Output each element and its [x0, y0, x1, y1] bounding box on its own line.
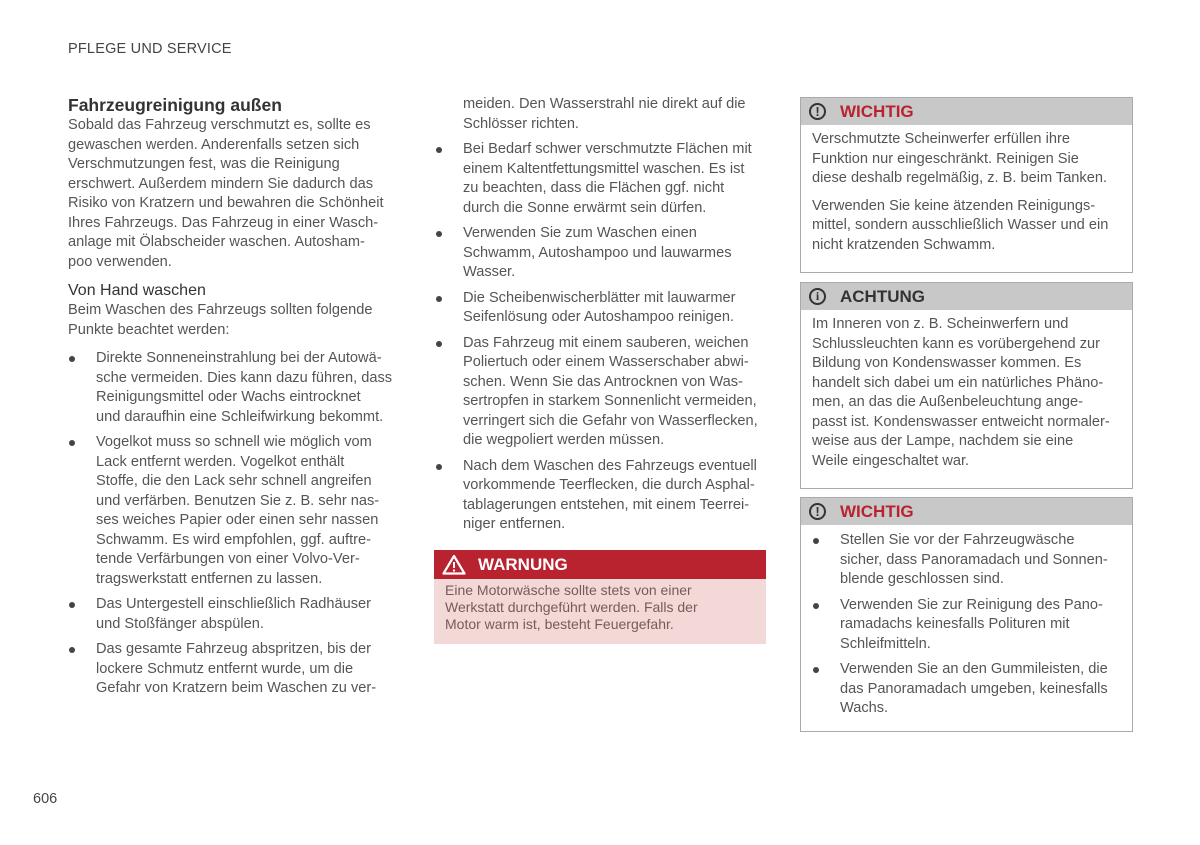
list-item [68, 640, 408, 699]
important-header [801, 98, 1132, 125]
text-line: Schwamm, Autoshampoo und lauwarmes [463, 244, 732, 261]
warning-header [434, 550, 766, 579]
warning-label: WARNUNG [478, 554, 568, 574]
text-line: Bildung von Kondenswasser kommen. Es [812, 355, 1082, 371]
text-line: anlage mit Ölabscheider waschen. Autosham- [68, 234, 365, 250]
text-line: sche vermeiden. Dies kann dazu führen, dass [96, 369, 393, 386]
text-line: mittel, sondern ausschließlich Wasser und ein [812, 217, 1109, 233]
text-line: Poliertuch oder einem Wasserschaber abwi- [463, 354, 749, 370]
text-line: Nach dem Waschen des Fahrzeugs eventuell [463, 457, 757, 474]
list-item [435, 224, 775, 283]
text-line: Ihres Fahrzeugs. Das Fahrzeug in einer Wasch- [68, 214, 379, 231]
bullet-list [435, 140, 775, 535]
text-line: Die Scheibenwischerblätter mit lauwarmer [463, 289, 736, 306]
list-item [68, 349, 408, 427]
column-1 [68, 94, 408, 705]
text-line: Das Fahrzeug mit einem sauberen, weichen [463, 334, 749, 351]
bullet-list [68, 349, 408, 699]
continued-text [435, 95, 775, 134]
list-item [812, 531, 1121, 590]
caution-text [801, 310, 1132, 488]
warning-box [434, 550, 766, 644]
text-line: Seifenlösung oder Autoshampoo reinigen. [463, 309, 734, 325]
bullet-icon [436, 231, 442, 237]
text-line: und verfärben. Benutzen Sie z. B. sehr nas- [96, 492, 380, 509]
text-line: Das gesamte Fahrzeug abspritzen, bis der [96, 641, 371, 657]
text-line: men, an das die Außenbeleuchtung ange- [812, 394, 1083, 410]
text-line: meiden. Den Wasserstrahl nie direkt auf die [463, 96, 746, 112]
column-2 [435, 95, 775, 541]
intro-paragraph [68, 116, 408, 272]
important-label: WICHTIG [840, 101, 914, 121]
text-line: tende Verfärbungen von einer Volvo-Ver- [96, 551, 360, 567]
list-item [68, 595, 408, 634]
text-line: handelt sich dabei um ein natürliches Phäno- [812, 374, 1104, 391]
page-number: 606 [33, 791, 58, 807]
text-line: Weile eingeschaltet war. [812, 452, 970, 469]
warning-text [434, 579, 766, 636]
text-line: Verschmutzte Scheinwerfer erfüllen ihre [812, 131, 1070, 147]
list-item [435, 289, 775, 328]
text-line: vorkommende Teerflecken, die durch Asphal- [463, 477, 755, 493]
bullet-icon [813, 603, 819, 609]
text-line: Im Inneren von z. B. Scheinwerfern und [812, 316, 1069, 332]
text-line: Punkte beachtet werden: [68, 321, 230, 338]
caution-label: ACHTUNG [840, 286, 925, 306]
text-line: Sobald das Fahrzeug verschmutzt es, sollte es [68, 117, 371, 133]
important-box-1 [800, 97, 1133, 273]
text-line: Verschmutzungen fest, was die Reinigung [68, 156, 340, 172]
text-line: Schleifmitteln. [840, 635, 931, 652]
paragraph [812, 315, 1121, 471]
caution-header [801, 283, 1132, 310]
text-line: Schlösser richten. [463, 115, 579, 132]
text-line: weise aus der Lampe, nachdem sie eine [812, 433, 1074, 449]
caution-box [800, 282, 1133, 489]
bullet-icon [69, 647, 75, 653]
exclamation-icon: ! [809, 503, 826, 520]
text-line: tragswerkstatt entfernen zu lassen. [96, 570, 323, 587]
text-line: zu beachten, dass die Flächen ggf. nicht [463, 180, 725, 196]
text-line: Verwenden Sie keine ätzenden Reinigungs- [812, 197, 1096, 214]
list-item [435, 140, 775, 218]
text-line: und Stoßfänger abspülen. [96, 615, 264, 632]
text-line: das Panoramadach umgeben, keinesfalls [840, 680, 1108, 697]
text-line: Vogelkot muss so schnell wie möglich vom [96, 434, 372, 450]
list-item [812, 596, 1121, 655]
text-line: sicher, dass Panoramadach und Sonnen- [840, 551, 1108, 568]
warning-triangle-icon [442, 554, 466, 575]
important-text [801, 125, 1132, 272]
bullet-icon [436, 296, 442, 302]
text-line: ramadachs keinesfalls Polituren mit [840, 616, 1070, 632]
text-line: Wachs. [840, 700, 889, 716]
text-line: blende geschlossen sind. [840, 571, 1004, 587]
bullet-icon [69, 356, 75, 362]
list-item [435, 457, 775, 535]
text-line: und daraufhin eine Schleifwirkung bekommt. [96, 408, 384, 425]
bullet-icon [813, 538, 819, 544]
text-line: poo verwenden. [68, 253, 172, 270]
subsection-title: Von Hand waschen [68, 282, 206, 299]
text-line: erschwert. Außerdem mindern Sie dadurch das [68, 175, 373, 192]
text-line: sertropfen in starkem Sonnenlicht vermeiden, [463, 393, 757, 409]
text-line: Schwamm. Es wird empfohlen, ggf. auftre- [96, 531, 371, 548]
text-line: Direkte Sonneneinstrahlung bei der Autowä- [96, 350, 382, 366]
text-line: Schlussleuchten kann es vorübergehend zur [812, 335, 1101, 352]
list-item [435, 334, 775, 451]
paragraph [812, 130, 1121, 189]
text-line: Stoffe, die den Lack sehr schnell angreifen [96, 473, 372, 489]
text-line: nicht kratzenden Schwamm. [812, 236, 996, 253]
list-item [68, 433, 408, 589]
text-line: Funktion nur eingeschränkt. Reinigen Sie [812, 150, 1079, 167]
text-line: lockere Schmutz entfernt wurde, um die [96, 660, 354, 677]
important-header [801, 498, 1132, 525]
important-bullets [801, 525, 1132, 731]
text-line: Verwenden Sie an den Gummileisten, die [840, 661, 1108, 677]
text-line: Gefahr von Kratzern beim Waschen zu ver- [96, 680, 377, 696]
text-line: tablagerungen entstehen, mit einem Teerrei- [463, 496, 750, 513]
paragraph [812, 197, 1121, 256]
text-line: gewaschen werden. Anderenfalls setzen sich [68, 136, 360, 153]
text-line: Werkstatt durchgeführt werden. Falls der [445, 599, 698, 615]
important-label: WICHTIG [840, 501, 914, 521]
text-line: verringert sich die Gefahr von Wasserflecken, [463, 412, 758, 429]
text-line: Das Untergestell einschließlich Radhäuser [96, 596, 371, 612]
text-line: durch die Sonne erwärmt sein dürfen. [463, 199, 707, 216]
text-line: Stellen Sie vor der Fahrzeugwäsche [840, 532, 1075, 548]
bullet-icon [69, 602, 75, 608]
section-title: Fahrzeugreinigung außen [68, 95, 282, 115]
text-line: Risiko von Kratzern und bewahren die Schönheit [68, 195, 384, 211]
text-line: passt ist. Kondenswasser entweicht normaler- [812, 413, 1110, 430]
info-icon: i [809, 288, 826, 305]
text-line: Lack entfernt werden. Vogelkot enthält [96, 453, 345, 470]
text-line: Verwenden Sie zum Waschen einen [463, 225, 697, 241]
section-header: PFLEGE UND SERVICE [68, 41, 232, 57]
text-line: ses weiches Papier oder einen sehr nassen [96, 512, 379, 528]
text-line: Beim Waschen des Fahrzeugs sollten folgende [68, 302, 373, 318]
bullet-icon [436, 341, 442, 347]
text-line: niger entfernen. [463, 516, 566, 532]
important-box-2 [800, 497, 1133, 732]
bullet-icon [69, 440, 75, 446]
text-line: Motor warm ist, besteht Feuergefahr. [445, 616, 674, 632]
text-line: Bei Bedarf schwer verschmutzte Flächen mit [463, 141, 752, 157]
text-line: Reinigungsmittel oder Wachs eintrocknet [96, 389, 361, 405]
text-line: Wasser. [463, 264, 516, 280]
bullet-icon [436, 464, 442, 470]
text-line: einem Kaltentfettungsmittel waschen. Es ist [463, 160, 745, 177]
text-line: die wegpoliert werden müssen. [463, 432, 665, 448]
bullet-icon [436, 147, 442, 153]
text-line: diese deshalb regelmäßig, z. B. beim Tanken. [812, 170, 1108, 186]
subsection-intro [68, 301, 408, 340]
exclamation-icon: ! [809, 103, 826, 120]
text-line: schen. Wenn Sie das Antrocknen von Was- [463, 373, 743, 390]
text-line: Verwenden Sie zur Reinigung des Pano- [840, 596, 1103, 613]
bullet-icon [813, 667, 819, 673]
list-item [812, 660, 1121, 719]
text-line: Eine Motorwäsche sollte stets von einer [445, 582, 692, 598]
